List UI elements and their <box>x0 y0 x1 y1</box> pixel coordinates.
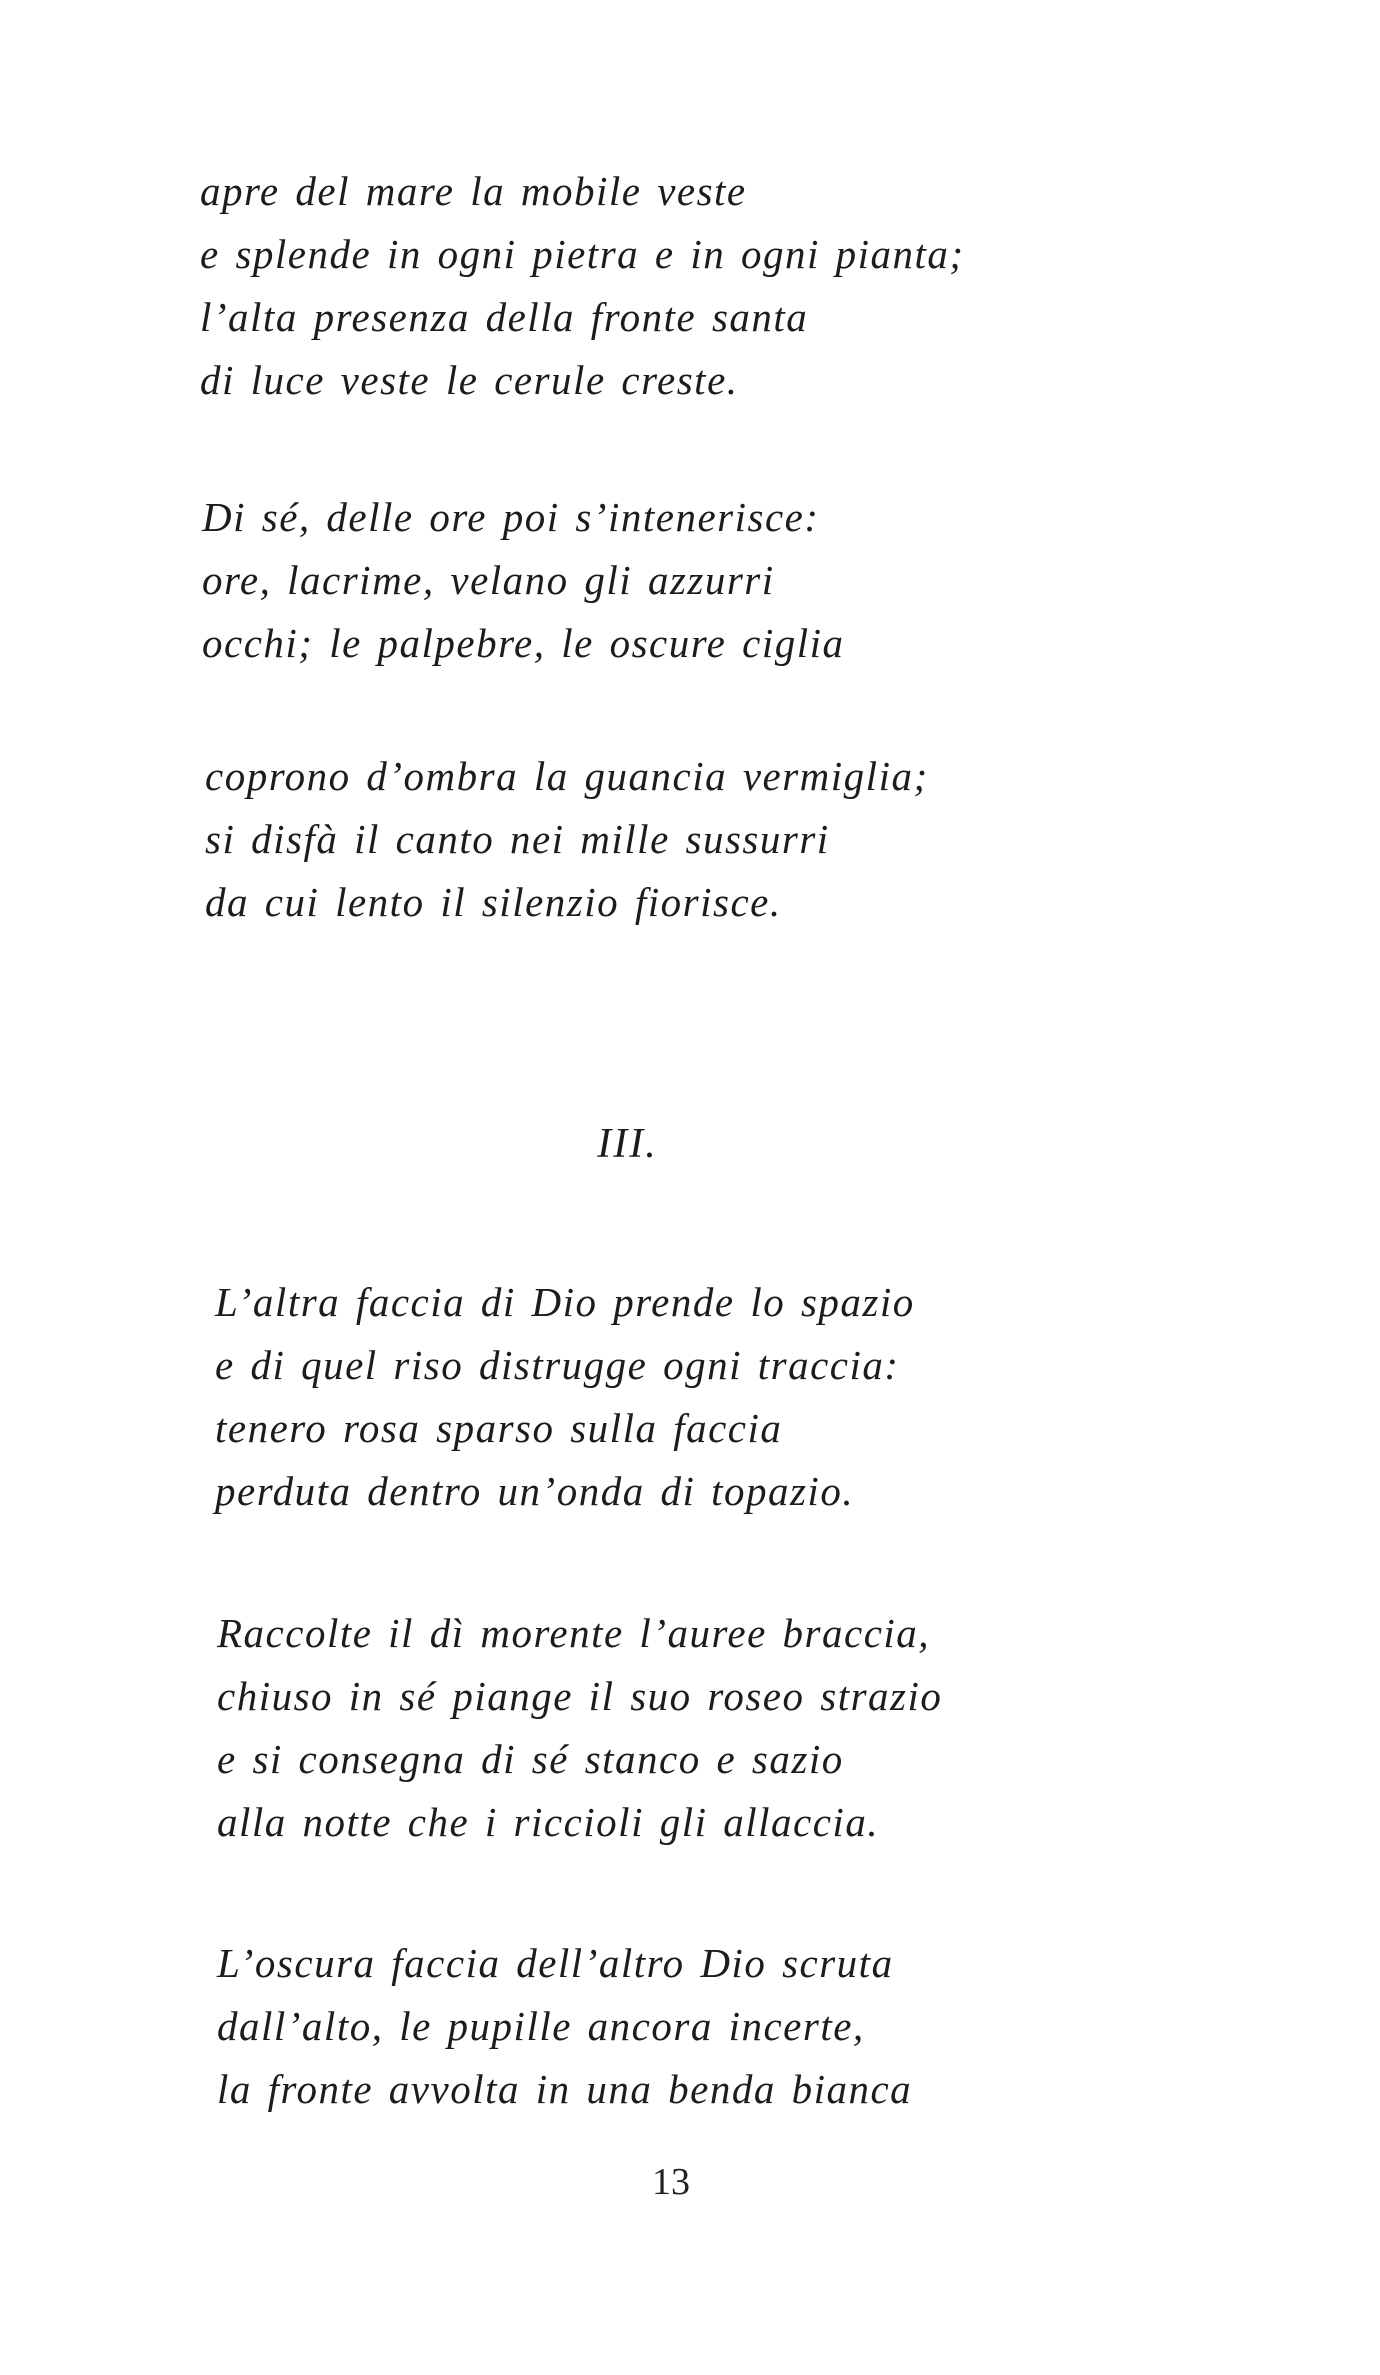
poem-line: chiuso in sé piange il suo roseo strazio <box>217 1673 943 1719</box>
poem-line: Di sé, delle ore poi s’intenerisce: <box>202 494 820 540</box>
poem-line: L’oscura faccia dell’altro Dio scruta <box>217 1940 894 1986</box>
poem-line: la fronte avvolta in una benda bianca <box>217 2066 913 2112</box>
poem-line: e di quel riso distrugge ogni traccia: <box>215 1342 900 1388</box>
poem-line: tenero rosa sparso sulla faccia <box>215 1405 783 1451</box>
page-number: 13 <box>652 2161 690 2203</box>
poem-line: dall’alto, le pupille ancora incerte, <box>217 2003 865 2049</box>
poem-line: L’altra faccia di Dio prende lo spazio <box>215 1279 915 1325</box>
poem-line: si disfà il canto nei mille sussurri <box>205 816 830 862</box>
poem-line: l’alta presenza della fronte santa <box>200 294 809 340</box>
poem-line: alla notte che i riccioli gli allaccia. <box>217 1799 880 1845</box>
stanza-3 <box>205 745 929 934</box>
poem-line: occhi; le palpebre, le oscure ciglia <box>202 620 845 666</box>
poem-line: e si consegna di sé stanco e sazio <box>217 1736 844 1782</box>
poem-line: Raccolte il dì morente l’auree braccia, <box>217 1610 931 1656</box>
stanza-2 <box>202 486 845 675</box>
poem-line: da cui lento il silenzio fiorisce. <box>205 879 782 925</box>
poem-line: e splende in ogni pietra e in ogni pianta; <box>200 231 965 277</box>
stanza-5 <box>217 1602 942 1854</box>
stanza-4 <box>215 1271 915 1523</box>
poem-line: coprono d’ombra la guancia vermiglia; <box>205 753 929 799</box>
poem-line: ore, lacrime, velano gli azzurri <box>202 557 775 603</box>
poem-line: perduta dentro un’onda di topazio. <box>215 1468 855 1514</box>
stanza-1 <box>200 160 965 412</box>
poem-line: apre del mare la mobile veste <box>200 168 747 214</box>
stanza-6 <box>217 1932 912 2121</box>
poem-line: di luce veste le cerule creste. <box>200 357 739 403</box>
section-numeral: III. <box>597 1121 658 1167</box>
